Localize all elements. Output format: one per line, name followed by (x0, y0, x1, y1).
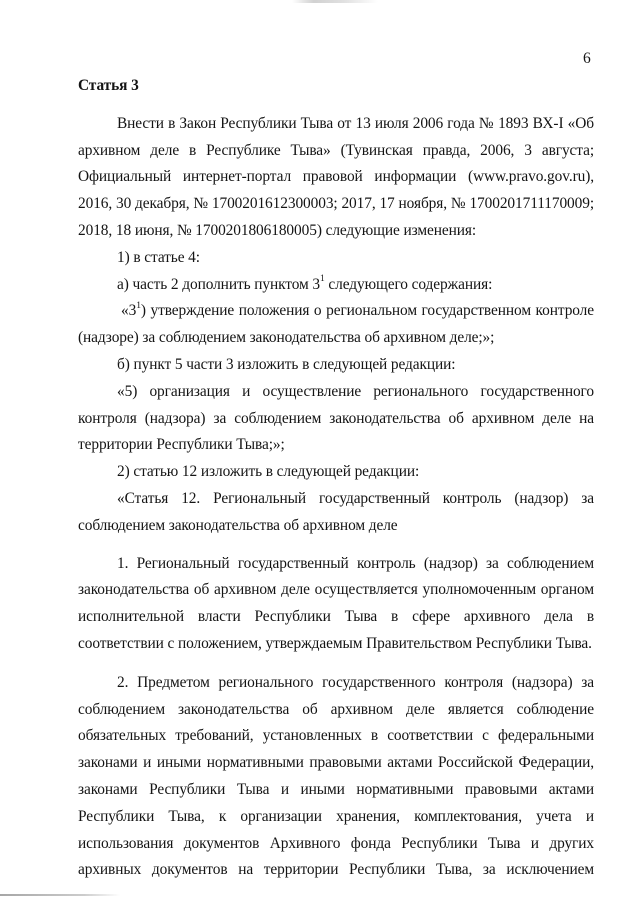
text-line (78, 325, 594, 352)
text-line-content: «5) организация и осуществление регионального государственного (117, 382, 594, 400)
text-line (78, 804, 594, 831)
text-line (78, 513, 594, 540)
superscript-index: 1 (136, 301, 141, 312)
text-line-content: контроля (надзора) за соблюдением законодательства об архивном деле на (78, 409, 594, 427)
text-line (78, 352, 594, 379)
text-line-content: соблюдением законодательства об архивном деле является соблюдение (78, 700, 594, 718)
text-line-content: «3 (121, 302, 137, 320)
text-line-content: а) часть 2 дополнить пунктом 3 (117, 275, 320, 293)
text-line (78, 191, 594, 218)
text-line (78, 459, 594, 486)
text-line (78, 697, 594, 724)
text-line-content: 2016, 30 декабря, № 1700201612300003; 2017, 17 ноября, № 1700201711170009; (78, 195, 594, 213)
text-line-content: соблюдением законодательства об архивном деле (78, 516, 398, 534)
text-line (78, 298, 594, 325)
text-line (78, 272, 594, 299)
text-line (78, 831, 594, 858)
article-text (78, 111, 594, 884)
text-line (78, 777, 594, 804)
text-line-content: 2. Предметом регионального государственного контроля (надзора) за (117, 673, 594, 691)
text-line (78, 604, 594, 631)
text-line (78, 577, 594, 604)
text-line-content: 1) в статье 4: (117, 248, 200, 266)
text-line-content: Официальный интернет-портал правовой информации (www.pravo.gov.ru), (78, 168, 594, 186)
text-line-content: «Статья 12. Региональный государственный контроль (надзор) за (117, 489, 594, 507)
text-line (78, 432, 594, 459)
text-line (78, 164, 594, 191)
text-line (78, 138, 594, 165)
text-line (78, 486, 594, 513)
scan-artifact-top (292, 0, 378, 3)
text-line (78, 670, 594, 697)
text-line (78, 750, 594, 777)
scan-artifact-bottom (0, 894, 120, 896)
text-line (78, 111, 594, 138)
heading-spacing (78, 100, 594, 111)
text-line-content: б) пункт 5 части 3 изложить в следующей редакции: (117, 355, 456, 373)
paragraph-spacing (78, 540, 594, 551)
text-line-content: законами Республики Тыва и иными нормативными правовыми актами (78, 780, 594, 798)
paragraph-spacing (78, 658, 594, 670)
text-line-content: 2) статью 12 изложить в следующей редакции: (117, 463, 420, 481)
text-line-content: Республики Тыва, к организации хранения, комплектования, учета и (78, 807, 594, 825)
text-line-content: исполнительной власти Республики Тыва в сфере архивного дела в (78, 608, 594, 626)
text-line-content: использования документов Архивного фонда Республики Тыва и других (78, 834, 594, 852)
text-line-continuation: ) утверждение положения о региональном государственном контроле (140, 302, 594, 320)
text-line (78, 218, 594, 245)
text-line-content: архивном деле в Республике Тыва» (Тувинская правда, 2006, 3 августа; (78, 141, 594, 159)
text-line-content: (надзоре) за соблюдением законодательства об архивном деле;»; (78, 329, 495, 347)
text-line (78, 551, 594, 578)
text-line-content: 2018, 18 июня, № 1700201806180005) следующие изменения: (78, 221, 477, 239)
text-line (78, 245, 594, 272)
text-line-content: соответствии с положением, утверждаемым Правительством Республики Тыва. (78, 634, 592, 652)
text-line-content: 1. Региональный государственный контроль (надзор) за соблюдением (117, 554, 594, 572)
superscript-index: 1 (320, 274, 325, 285)
text-line-content: архивных документов на территории Республики Тыва, за исключением (78, 861, 594, 879)
text-line-content: территории Республики Тыва;»; (78, 436, 285, 454)
text-line (78, 406, 594, 433)
text-line (78, 857, 594, 884)
text-line-continuation: следующего содержания: (324, 275, 493, 293)
page-number: 6 (583, 50, 591, 67)
text-line (78, 379, 594, 406)
text-line-content: Внести в Закон Республики Тыва от 13 июля 2006 года № 1893 ВХ-I «Об (117, 114, 594, 132)
text-line (78, 631, 594, 658)
document-body (78, 73, 594, 884)
text-line-content: законодательства об архивном деле осуществляется уполномоченным органом (78, 581, 594, 599)
text-line (78, 723, 594, 750)
article-heading: Статья 3 (78, 77, 139, 94)
text-line-content: обязательных требований, установленных в соответствии с федеральными (78, 727, 594, 745)
text-line-content: законами и иными нормативными правовыми актами Российской Федерации, (78, 754, 594, 772)
